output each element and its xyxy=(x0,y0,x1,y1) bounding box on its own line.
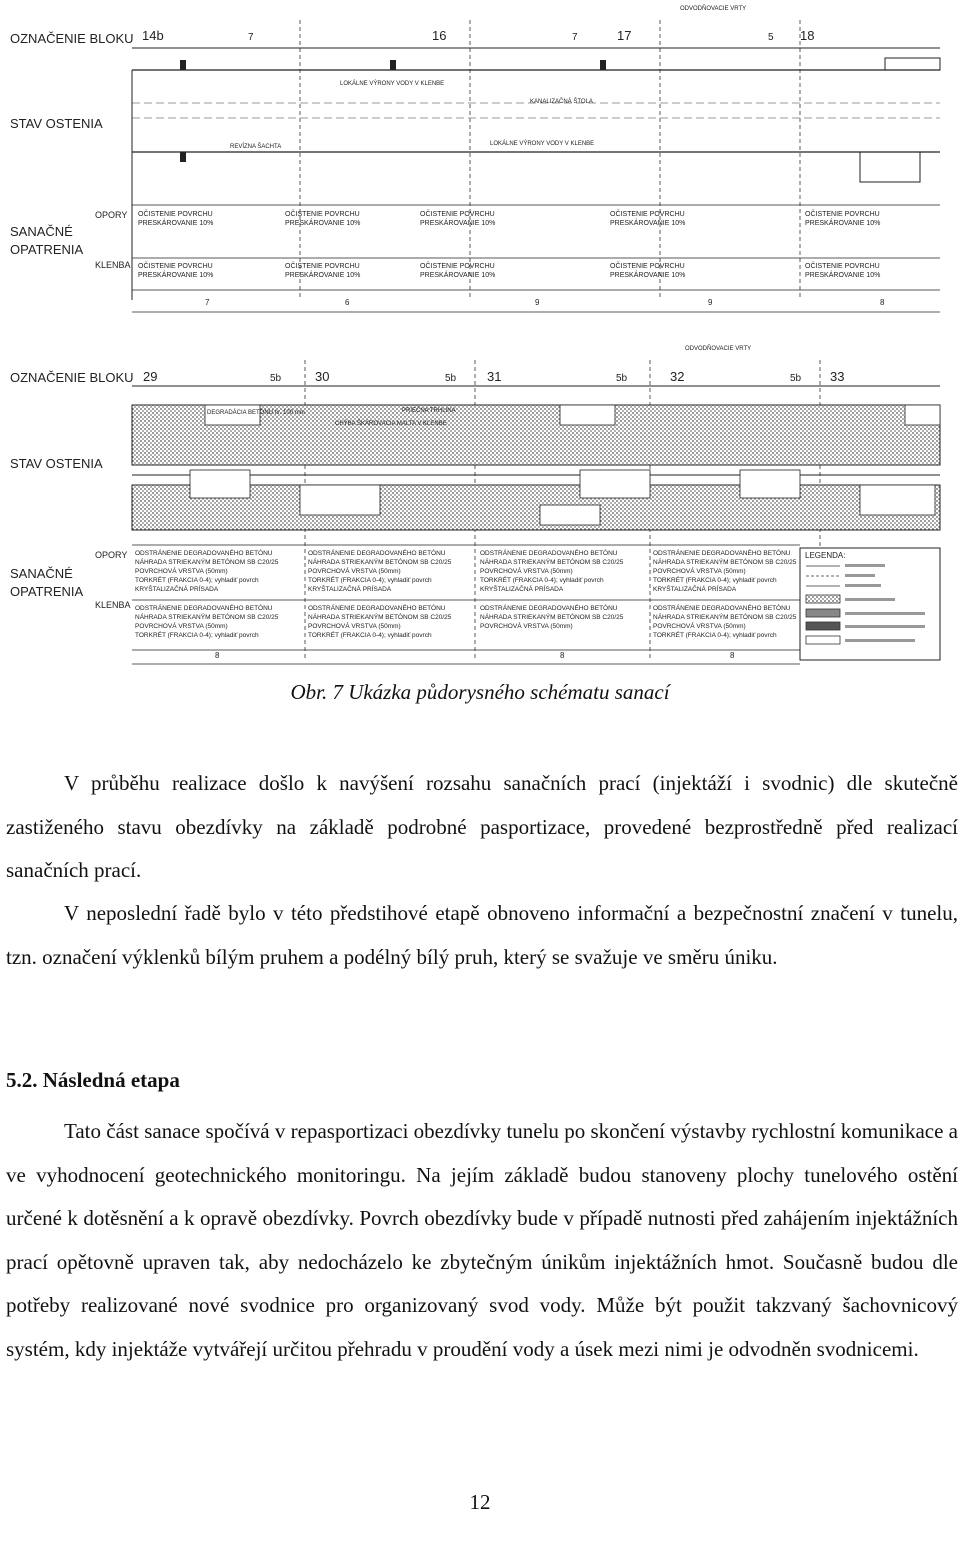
bottom-measure-line: TORKRÉT (FRAKCIA 0-4); vyhladiť povrch xyxy=(308,632,432,639)
bottom-measure-line: KRYŠTALIZAČNÁ PRÍSADA xyxy=(480,586,564,593)
top-block-num: 16 xyxy=(432,28,447,43)
bottom-block-num: 31 xyxy=(487,369,502,384)
bottom-panel xyxy=(10,345,940,664)
bottom-dimension: 8 xyxy=(215,651,220,660)
paragraph-3-text: Tato část sanace spočívá v repasportizaci obezdívky tunelu po skončení výstavby rychlostní komunikace a ve vyhodnocení geotechnického monitoringu. Na jejím základě budou stanoveny plochy tunelového ostění určené k dotěsnění a k opravě obezdívky. Povrch obezdívky bude v případě nutnosti před zahájením injektážních prací opětovně upraven tak, aby nedocházelo ke zbytečným únikům injektážních hmot. Současně budou dle potřeby realizované nové svodnice pro organizovaný svod vody. Může být použit takzvaný šachovnicový systém, kdy injektáže vytvářejí určitou přehradu v proudění vody a úsek mezi nimi je odvodněn svodnicemi. xyxy=(6,1119,958,1361)
bottom-lining-hatch xyxy=(132,405,940,530)
top-note: KANALIZAČNÁ ŠTOLA xyxy=(530,99,593,105)
bottom-measure-line: TORKRÉT (FRAKCIA 0-4); vyhladiť povrch xyxy=(308,577,432,584)
tunnel-plan-figure xyxy=(0,0,960,670)
bottom-block-label: OZNAČENIE BLOKU xyxy=(10,370,134,385)
bottom-measure-line: ODSTRÁNENIE DEGRADOVANÉHO BETÓNU xyxy=(308,605,446,612)
bottom-measure-line: NÁHRADA STRIEKANÝM BETÓNOM SB C20/25 xyxy=(135,559,279,566)
bottom-measures-label-2: OPATRENIA xyxy=(10,584,84,599)
top-measure-line: PRESKÁROVANIE 10% xyxy=(138,272,214,279)
bottom-block-num: 5b xyxy=(270,373,282,384)
top-panel xyxy=(10,5,940,312)
paragraph-1-text: V průběhu realizace došlo k navýšení rozsahu sanačních prací (injektáží i svodnic) dle skutečně zastiženého stavu obezdívky na základě podrobné pasportizace, provedené bezprostředně před realizací sanačních prací. xyxy=(6,771,958,882)
bottom-measure-line: NÁHRADA STRIEKANÝM BETÓNOM SB C20/25 xyxy=(308,614,452,621)
top-dimension: 9 xyxy=(535,298,540,307)
bottom-block-num: 5b xyxy=(445,373,457,384)
top-block-label: OZNAČENIE BLOKU xyxy=(10,31,134,46)
top-measure-line: OČISTENIE POVRCHU xyxy=(420,211,495,218)
top-dimension: 8 xyxy=(880,298,885,307)
bottom-measure-line: TORKRÉT (FRAKCIA 0-4); vyhladiť povrch xyxy=(135,577,259,584)
bottom-measure-line: POVRCHOVÁ VRSTVA (50mm) xyxy=(653,623,746,630)
bottom-measure-line: NÁHRADA STRIEKANÝM BETÓNOM SB C20/25 xyxy=(480,614,624,621)
top-measure-line: OČISTENIE POVRCHU xyxy=(610,263,685,270)
bottom-measure-line: ODSTRÁNENIE DEGRADOVANÉHO BETÓNU xyxy=(653,550,791,557)
bottom-measure-line: POVRCHOVÁ VRSTVA (50mm) xyxy=(653,568,746,575)
bottom-block-num: 5b xyxy=(616,373,628,384)
top-note: LOKÁLNE VÝRONY VODY V KLENBE xyxy=(340,81,445,87)
bottom-measure-line: TORKRÉT (FRAKCIA 0-4); vyhladiť povrch xyxy=(653,632,777,639)
top-measure-line: PRESKÁROVANIE 10% xyxy=(805,272,881,279)
bottom-measure-line: ODSTRÁNENIE DEGRADOVANÉHO BETÓNU xyxy=(480,605,618,612)
top-measure-line: OČISTENIE POVRCHU xyxy=(420,263,495,270)
bottom-note: PRIEČNA TRHLINA xyxy=(402,408,456,414)
bottom-block-num: 30 xyxy=(315,369,330,384)
bottom-measure-line: NÁHRADA STRIEKANÝM BETÓNOM SB C20/25 xyxy=(135,614,279,621)
paragraph-3 xyxy=(6,1110,958,1371)
bottom-measure-line: NÁHRADA STRIEKANÝM BETÓNOM SB C20/25 xyxy=(653,614,797,621)
bottom-measure-line: POVRCHOVÁ VRSTVA (50mm) xyxy=(480,623,573,630)
top-measures-label-1: SANAČNÉ xyxy=(10,224,73,239)
top-block-num: 17 xyxy=(617,28,632,43)
paragraph-2-text: V neposlední řadě bylo v této předstihové etapě obnoveno informační a bezpečnostní značení v tunelu, tzn. označení výklenků bílým pruhem a podélný bílý pruh, který se svažuje ve směru úniku. xyxy=(6,901,958,969)
top-subrow-klenba: KLENBA xyxy=(95,260,131,270)
bottom-measure-line: POVRCHOVÁ VRSTVA (50mm) xyxy=(135,568,228,575)
top-dimension: 6 xyxy=(345,298,350,307)
paragraph-2 xyxy=(6,892,958,979)
top-measures-label-2: OPATRENIA xyxy=(10,242,84,257)
bottom-measure-line: ODSTRÁNENIE DEGRADOVANÉHO BETÓNU xyxy=(135,605,273,612)
bottom-note: ODVODŇOVACIE VRTY xyxy=(685,346,752,352)
bottom-measure-line: NÁHRADA STRIEKANÝM BETÓNOM SB C20/25 xyxy=(480,559,624,566)
figure-caption: Obr. 7 Ukázka půdorysného schématu sanací xyxy=(290,680,670,704)
bottom-block-num: 29 xyxy=(143,369,158,384)
top-block-num: 7 xyxy=(572,32,578,43)
bottom-block-num: 32 xyxy=(670,369,685,384)
bottom-measure-line: POVRCHOVÁ VRSTVA (50mm) xyxy=(135,623,228,630)
top-block-num: 7 xyxy=(248,32,254,43)
bottom-dimension: 8 xyxy=(730,651,735,660)
top-measure-line: OČISTENIE POVRCHU xyxy=(285,263,360,270)
bottom-measure-line: NÁHRADA STRIEKANÝM BETÓNOM SB C20/25 xyxy=(308,559,452,566)
top-measure-line: OČISTENIE POVRCHU xyxy=(138,211,213,218)
bottom-legend xyxy=(800,548,940,660)
paragraph-1 xyxy=(6,762,958,893)
top-note: LOKÁLNE VÝRONY VODY V KLENBE xyxy=(490,141,595,147)
bottom-state-label: STAV OSTENIA xyxy=(10,456,103,471)
bottom-block-num: 33 xyxy=(830,369,845,384)
bottom-subrow-klenba: KLENBA xyxy=(95,600,131,610)
top-measure-line: OČISTENIE POVRCHU xyxy=(285,211,360,218)
top-block-num: 14b xyxy=(142,28,164,43)
top-note: REVÍZNA ŠACHTA xyxy=(230,144,282,150)
bottom-measures-label-1: SANAČNÉ xyxy=(10,566,73,581)
top-measure-line: OČISTENIE POVRCHU xyxy=(138,263,213,270)
bottom-measure-line: POVRCHOVÁ VRSTVA (50mm) xyxy=(308,623,401,630)
bottom-measure-line: TORKRÉT (FRAKCIA 0-4); vyhladiť povrch xyxy=(653,577,777,584)
top-measure-line: OČISTENIE POVRCHU xyxy=(610,211,685,218)
page-number: 12 xyxy=(469,1490,491,1514)
top-block-num: 5 xyxy=(768,32,774,43)
top-measure-line: OČISTENIE POVRCHU xyxy=(805,263,880,270)
bottom-measure-line: KRYŠTALIZAČNÁ PRÍSADA xyxy=(308,586,392,593)
bottom-block-num: 5b xyxy=(790,373,802,384)
bottom-measure-line: KRYŠTALIZAČNÁ PRÍSADA xyxy=(653,586,737,593)
bottom-note: CHÝBA ŠKÁROVACIA MALTA V KLENBE xyxy=(335,421,447,427)
top-measure-line: PRESKÁROVANIE 10% xyxy=(610,220,686,227)
section-heading: 5.2. Následná etapa xyxy=(6,1068,180,1092)
top-measure-line: PRESKÁROVANIE 10% xyxy=(420,272,496,279)
top-subrow-opory: OPORY xyxy=(95,210,128,220)
bottom-measure-line: POVRCHOVÁ VRSTVA (50mm) xyxy=(308,568,401,575)
bottom-measure-line: TORKRÉT (FRAKCIA 0-4); vyhladiť povrch xyxy=(135,632,259,639)
bottom-measure-line: ODSTRÁNENIE DEGRADOVANÉHO BETÓNU xyxy=(135,550,273,557)
top-block-num: 18 xyxy=(800,28,815,43)
top-measure-line: PRESKÁROVANIE 10% xyxy=(420,220,496,227)
top-dimension: 7 xyxy=(205,298,210,307)
top-measure-line: PRESKÁROVANIE 10% xyxy=(610,272,686,279)
bottom-measure-line: POVRCHOVÁ VRSTVA (50mm) xyxy=(480,568,573,575)
bottom-measure-line: KRYŠTALIZAČNÁ PRÍSADA xyxy=(135,586,219,593)
bottom-measure-line: ODSTRÁNENIE DEGRADOVANÉHO BETÓNU xyxy=(653,605,791,612)
bottom-note: DEGRADÁCIA BETÓNU hr. 100 mm xyxy=(207,410,305,416)
legend-title: LEGENDA: xyxy=(805,551,846,560)
top-measure-line: PRESKÁROVANIE 10% xyxy=(285,220,361,227)
top-dimension: 9 xyxy=(708,298,713,307)
bottom-measure-line: ODSTRÁNENIE DEGRADOVANÉHO BETÓNU xyxy=(308,550,446,557)
top-measure-line: OČISTENIE POVRCHU xyxy=(805,211,880,218)
top-measure-line: PRESKÁROVANIE 10% xyxy=(805,220,881,227)
top-measure-line: PRESKÁROVANIE 10% xyxy=(285,272,361,279)
bottom-measure-line: ODSTRÁNENIE DEGRADOVANÉHO BETÓNU xyxy=(480,550,618,557)
bottom-dimension: 8 xyxy=(560,651,565,660)
bottom-measure-line: NÁHRADA STRIEKANÝM BETÓNOM SB C20/25 xyxy=(653,559,797,566)
bottom-subrow-opory: OPORY xyxy=(95,550,128,560)
top-note: ODVODŇOVACIE VRTY xyxy=(680,6,747,12)
top-state-label: STAV OSTENIA xyxy=(10,116,103,131)
top-measure-line: PRESKÁROVANIE 10% xyxy=(138,220,214,227)
bottom-measure-line: TORKRÉT (FRAKCIA 0-4); vyhladiť povrch xyxy=(480,577,604,584)
